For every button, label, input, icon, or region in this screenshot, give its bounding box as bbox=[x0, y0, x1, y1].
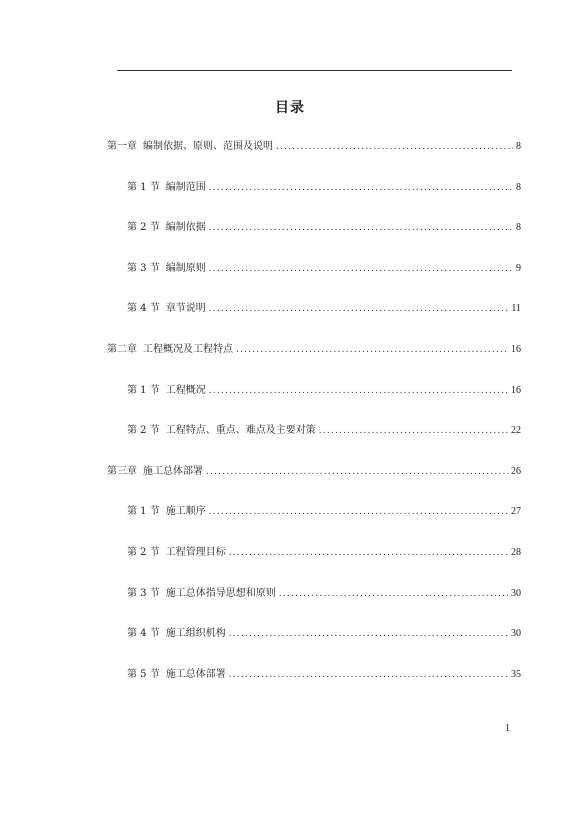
toc-leader-dots bbox=[276, 140, 513, 154]
toc-leader-dots bbox=[229, 668, 508, 682]
toc-entry[interactable] bbox=[127, 505, 521, 519]
toc-entry[interactable] bbox=[127, 587, 521, 601]
toc-entry-label: 施工组织机构 bbox=[165, 628, 226, 640]
toc-entry[interactable] bbox=[127, 424, 521, 438]
toc-leader-dots bbox=[229, 546, 508, 560]
toc-entry-number: 第 1 节 bbox=[127, 181, 160, 193]
toc-entry-number: 第二章 bbox=[107, 344, 137, 355]
toc-entry-number: 第 2 节 bbox=[127, 222, 160, 234]
toc-entry-page: 28 bbox=[511, 547, 521, 558]
toc-entry-page: 16 bbox=[511, 344, 521, 355]
toc-entry[interactable] bbox=[127, 627, 521, 641]
toc-entry[interactable] bbox=[127, 221, 521, 235]
toc-leader-dots bbox=[229, 627, 508, 641]
toc-entry-page: 27 bbox=[511, 506, 521, 518]
toc-entry[interactable] bbox=[127, 546, 521, 560]
toc-entry[interactable] bbox=[127, 668, 521, 682]
toc-leader-dots bbox=[209, 262, 513, 276]
toc-entry[interactable] bbox=[127, 181, 521, 195]
toc-entry-page: 8 bbox=[516, 141, 521, 152]
toc-entry-label: 工程特点、重点、难点及主要对策 bbox=[165, 425, 316, 437]
toc-leader-dots bbox=[279, 587, 508, 601]
toc-entry-label: 施工总体部署 bbox=[143, 465, 203, 477]
toc-entry-page: 11 bbox=[511, 303, 521, 315]
toc-entry-number: 第三章 bbox=[107, 465, 137, 477]
toc-entry-page: 8 bbox=[516, 222, 521, 234]
toc-entry-page: 30 bbox=[511, 587, 521, 599]
toc-entry-label: 章节说明 bbox=[165, 303, 206, 315]
toc-entry-label: 编制原则 bbox=[165, 262, 206, 274]
toc-entry-page: 8 bbox=[516, 181, 521, 193]
toc-entry-label: 工程概况及工程特点 bbox=[143, 344, 233, 355]
toc-entry-number: 第 3 节 bbox=[127, 262, 160, 274]
toc-leader-dots bbox=[209, 221, 513, 235]
toc-leader-dots bbox=[319, 424, 508, 438]
toc-entry-label: 工程概况 bbox=[165, 384, 206, 396]
toc-entry-page: 30 bbox=[511, 628, 521, 640]
toc-leader-dots bbox=[209, 181, 513, 195]
toc-entry-label: 编制依据、原则、范围及说明 bbox=[143, 141, 273, 152]
toc-leader-dots bbox=[206, 465, 508, 479]
toc-entry[interactable] bbox=[127, 384, 521, 398]
toc-entry-label: 施工总体部署 bbox=[165, 668, 226, 680]
page-number: 1 bbox=[505, 723, 510, 734]
toc-entry-page: 9 bbox=[516, 262, 521, 274]
toc-entry-number: 第一章 bbox=[107, 141, 137, 152]
toc-entry-number: 第 2 节 bbox=[127, 425, 160, 437]
toc-entry-page: 16 bbox=[511, 384, 521, 396]
toc-entry-label: 工程管理目标 bbox=[165, 547, 226, 558]
toc-entry-label: 施工总体指导思想和原则 bbox=[165, 587, 276, 599]
toc-entry-label: 编制范围 bbox=[165, 181, 206, 193]
toc-entry-number: 第 3 节 bbox=[127, 587, 160, 599]
toc-entry-number: 第 4 节 bbox=[127, 303, 160, 315]
toc-entry[interactable] bbox=[107, 140, 521, 154]
toc-entry-label: 编制依据 bbox=[165, 222, 206, 234]
toc-leader-dots bbox=[209, 384, 508, 398]
toc-entry-number: 第 1 节 bbox=[127, 506, 160, 518]
toc-entry-page: 22 bbox=[511, 425, 521, 437]
toc-entry-number: 第 1 节 bbox=[127, 384, 160, 396]
toc-entry[interactable] bbox=[127, 302, 521, 316]
toc-title: 目录 bbox=[275, 100, 305, 116]
toc-leader-dots bbox=[209, 302, 509, 316]
toc-entry-page: 26 bbox=[511, 465, 521, 477]
toc-leader-dots bbox=[209, 505, 508, 519]
toc-entry-label: 施工顺序 bbox=[165, 506, 206, 518]
toc-entry[interactable] bbox=[107, 465, 521, 479]
toc-entry-number: 第 2 节 bbox=[127, 547, 160, 558]
toc-entry[interactable] bbox=[107, 343, 521, 357]
toc-entry-number: 第 5 节 bbox=[127, 668, 160, 680]
toc-entry-page: 35 bbox=[511, 668, 521, 680]
toc-entry[interactable] bbox=[127, 262, 521, 276]
toc-entry-number: 第 4 节 bbox=[127, 628, 160, 640]
toc-leader-dots bbox=[236, 343, 508, 357]
